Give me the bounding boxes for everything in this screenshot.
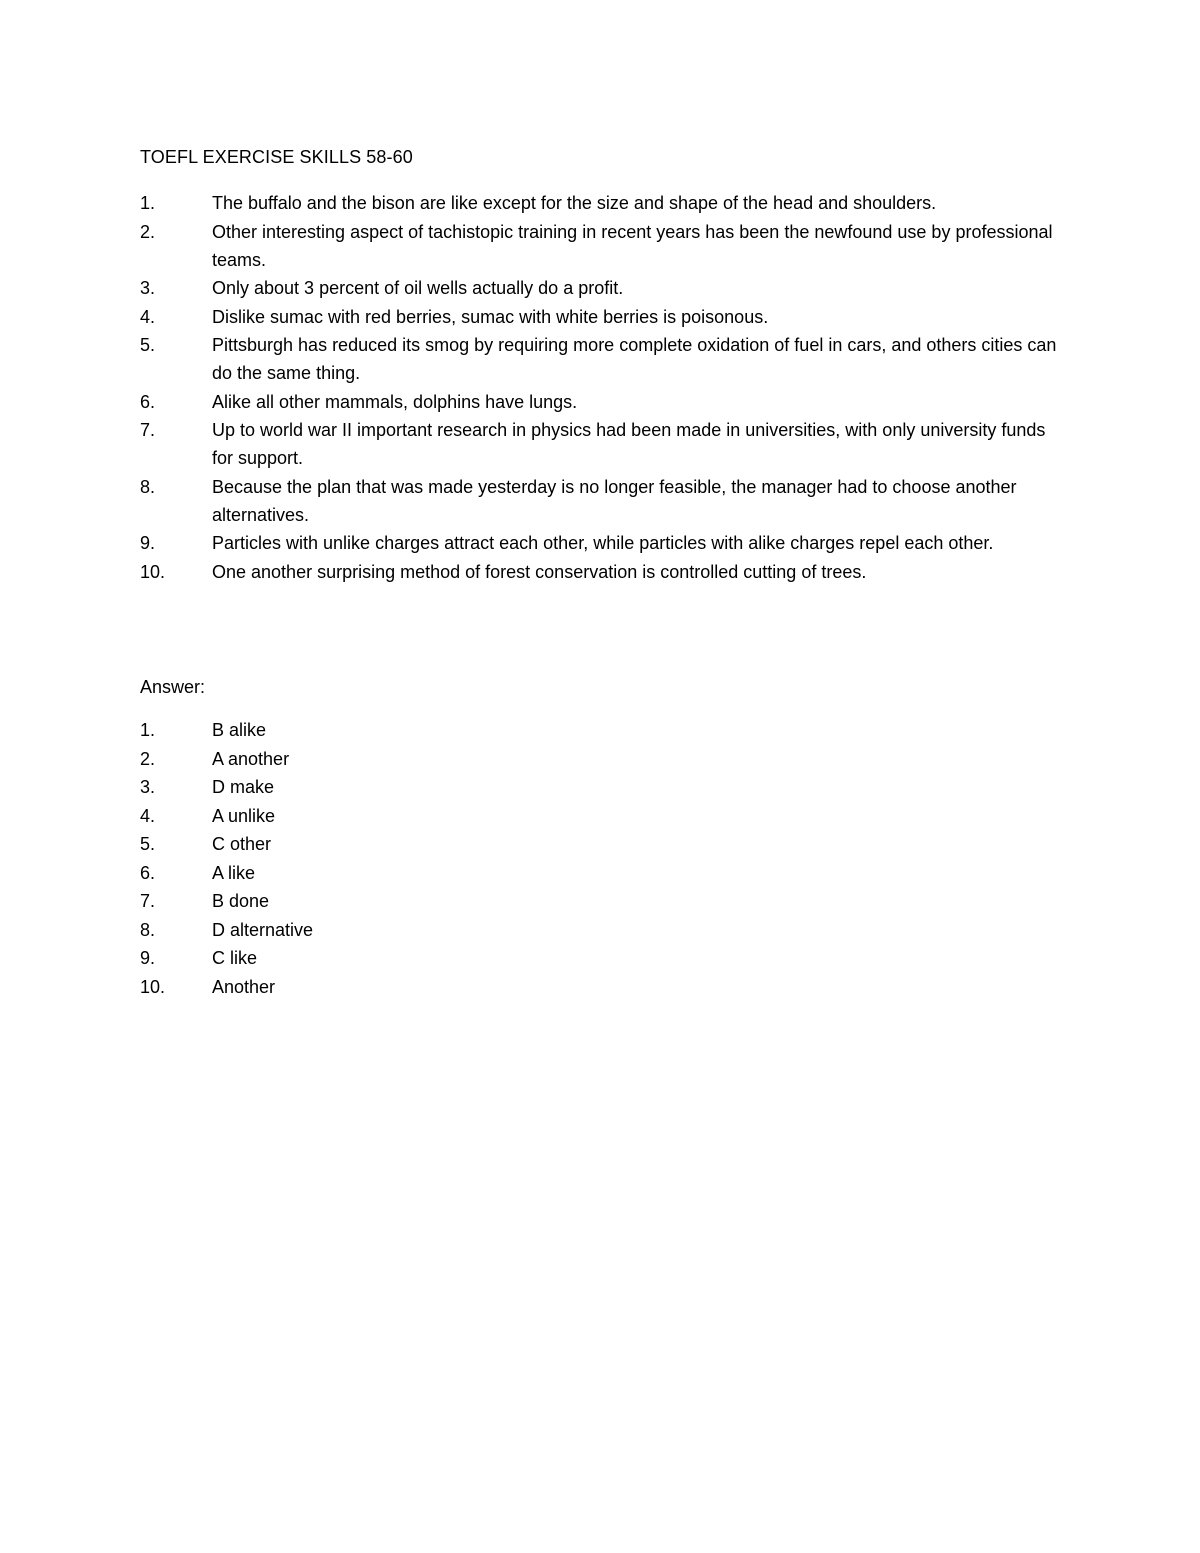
- answer-text: B done: [212, 891, 270, 911]
- item-number: 9.: [140, 533, 156, 553]
- list-item: [140, 716, 740, 745]
- item-number: 8.: [140, 476, 156, 497]
- answer-text: B alike: [212, 720, 267, 740]
- item-number: 10.: [140, 976, 166, 997]
- list-item: [140, 529, 1070, 557]
- question-text: Because the plan that was made yesterday is no longer feasible, the manager had to choose another alternatives.: [212, 476, 1017, 525]
- list-item: [140, 973, 740, 1002]
- question-text: Dislike sumac with red berries, sumac with white berries is poisonous.: [212, 306, 769, 327]
- item-number: 2.: [140, 748, 156, 769]
- list-item: [140, 916, 740, 945]
- question-text: The buffalo and the bison are like except for the size and shape of the head and shoulders.: [212, 193, 937, 213]
- question-text: Only about 3 percent of oil wells actually do a profit.: [212, 278, 624, 298]
- answer-text: A unlike: [212, 805, 276, 826]
- item-number: 7.: [140, 420, 156, 440]
- question-text: Other interesting aspect of tachistopic training in recent years has been the newfound use by professional teams.: [212, 221, 1053, 270]
- item-number: 4.: [140, 306, 156, 327]
- list-item: [140, 218, 1070, 274]
- list-item: [140, 274, 1070, 302]
- answer-text: A another: [212, 748, 290, 769]
- list-item: [140, 859, 740, 888]
- answer-text: C like: [212, 948, 258, 968]
- list-item: [140, 773, 740, 802]
- question-list: [140, 189, 1070, 586]
- list-item: [140, 388, 1070, 416]
- item-number: 3.: [140, 777, 156, 797]
- item-number: 1.: [140, 193, 156, 213]
- list-item: [140, 802, 740, 831]
- answer-text: Another: [212, 976, 276, 997]
- list-item: [140, 944, 740, 973]
- list-item: [140, 331, 1070, 387]
- question-text: One another surprising method of forest conservation is controlled cutting of trees.: [212, 561, 867, 582]
- question-text: Pittsburgh has reduced its smog by requiring more complete oxidation of fuel in cars, and others cities can do the same thing.: [212, 335, 1057, 383]
- item-number: 5.: [140, 834, 156, 854]
- list-item: [140, 558, 1070, 586]
- page-title: TOEFL EXERCISE SKILLS 58-60: [140, 147, 413, 167]
- item-number: 6.: [140, 391, 156, 412]
- list-item: [140, 745, 740, 774]
- item-number: 10.: [140, 561, 166, 582]
- answer-text: D alternative: [212, 919, 314, 940]
- answer-text: A like: [212, 862, 256, 883]
- item-number: 5.: [140, 335, 156, 355]
- list-item: [140, 416, 1070, 472]
- item-number: 3.: [140, 278, 156, 298]
- item-number: 7.: [140, 891, 156, 911]
- list-item: [140, 830, 740, 859]
- answer-text: C other: [212, 834, 272, 854]
- question-text: Alike all other mammals, dolphins have lungs.: [212, 391, 578, 412]
- item-number: 4.: [140, 805, 156, 826]
- answer-heading: Answer:: [140, 677, 206, 697]
- list-item: [140, 473, 1070, 529]
- item-number: 6.: [140, 862, 156, 883]
- item-number: 9.: [140, 948, 156, 968]
- list-item: [140, 303, 1070, 331]
- item-number: 1.: [140, 720, 156, 740]
- answer-list: [140, 716, 740, 1001]
- question-text: Up to world war II important research in physics had been made in universities, with only university funds for support.: [212, 420, 1046, 468]
- item-number: 8.: [140, 919, 156, 940]
- item-number: 2.: [140, 221, 156, 242]
- question-text: Particles with unlike charges attract each other, while particles with alike charges repel each other.: [212, 533, 994, 553]
- list-item: [140, 887, 740, 916]
- answer-text: D make: [212, 777, 275, 797]
- list-item: [140, 189, 1070, 217]
